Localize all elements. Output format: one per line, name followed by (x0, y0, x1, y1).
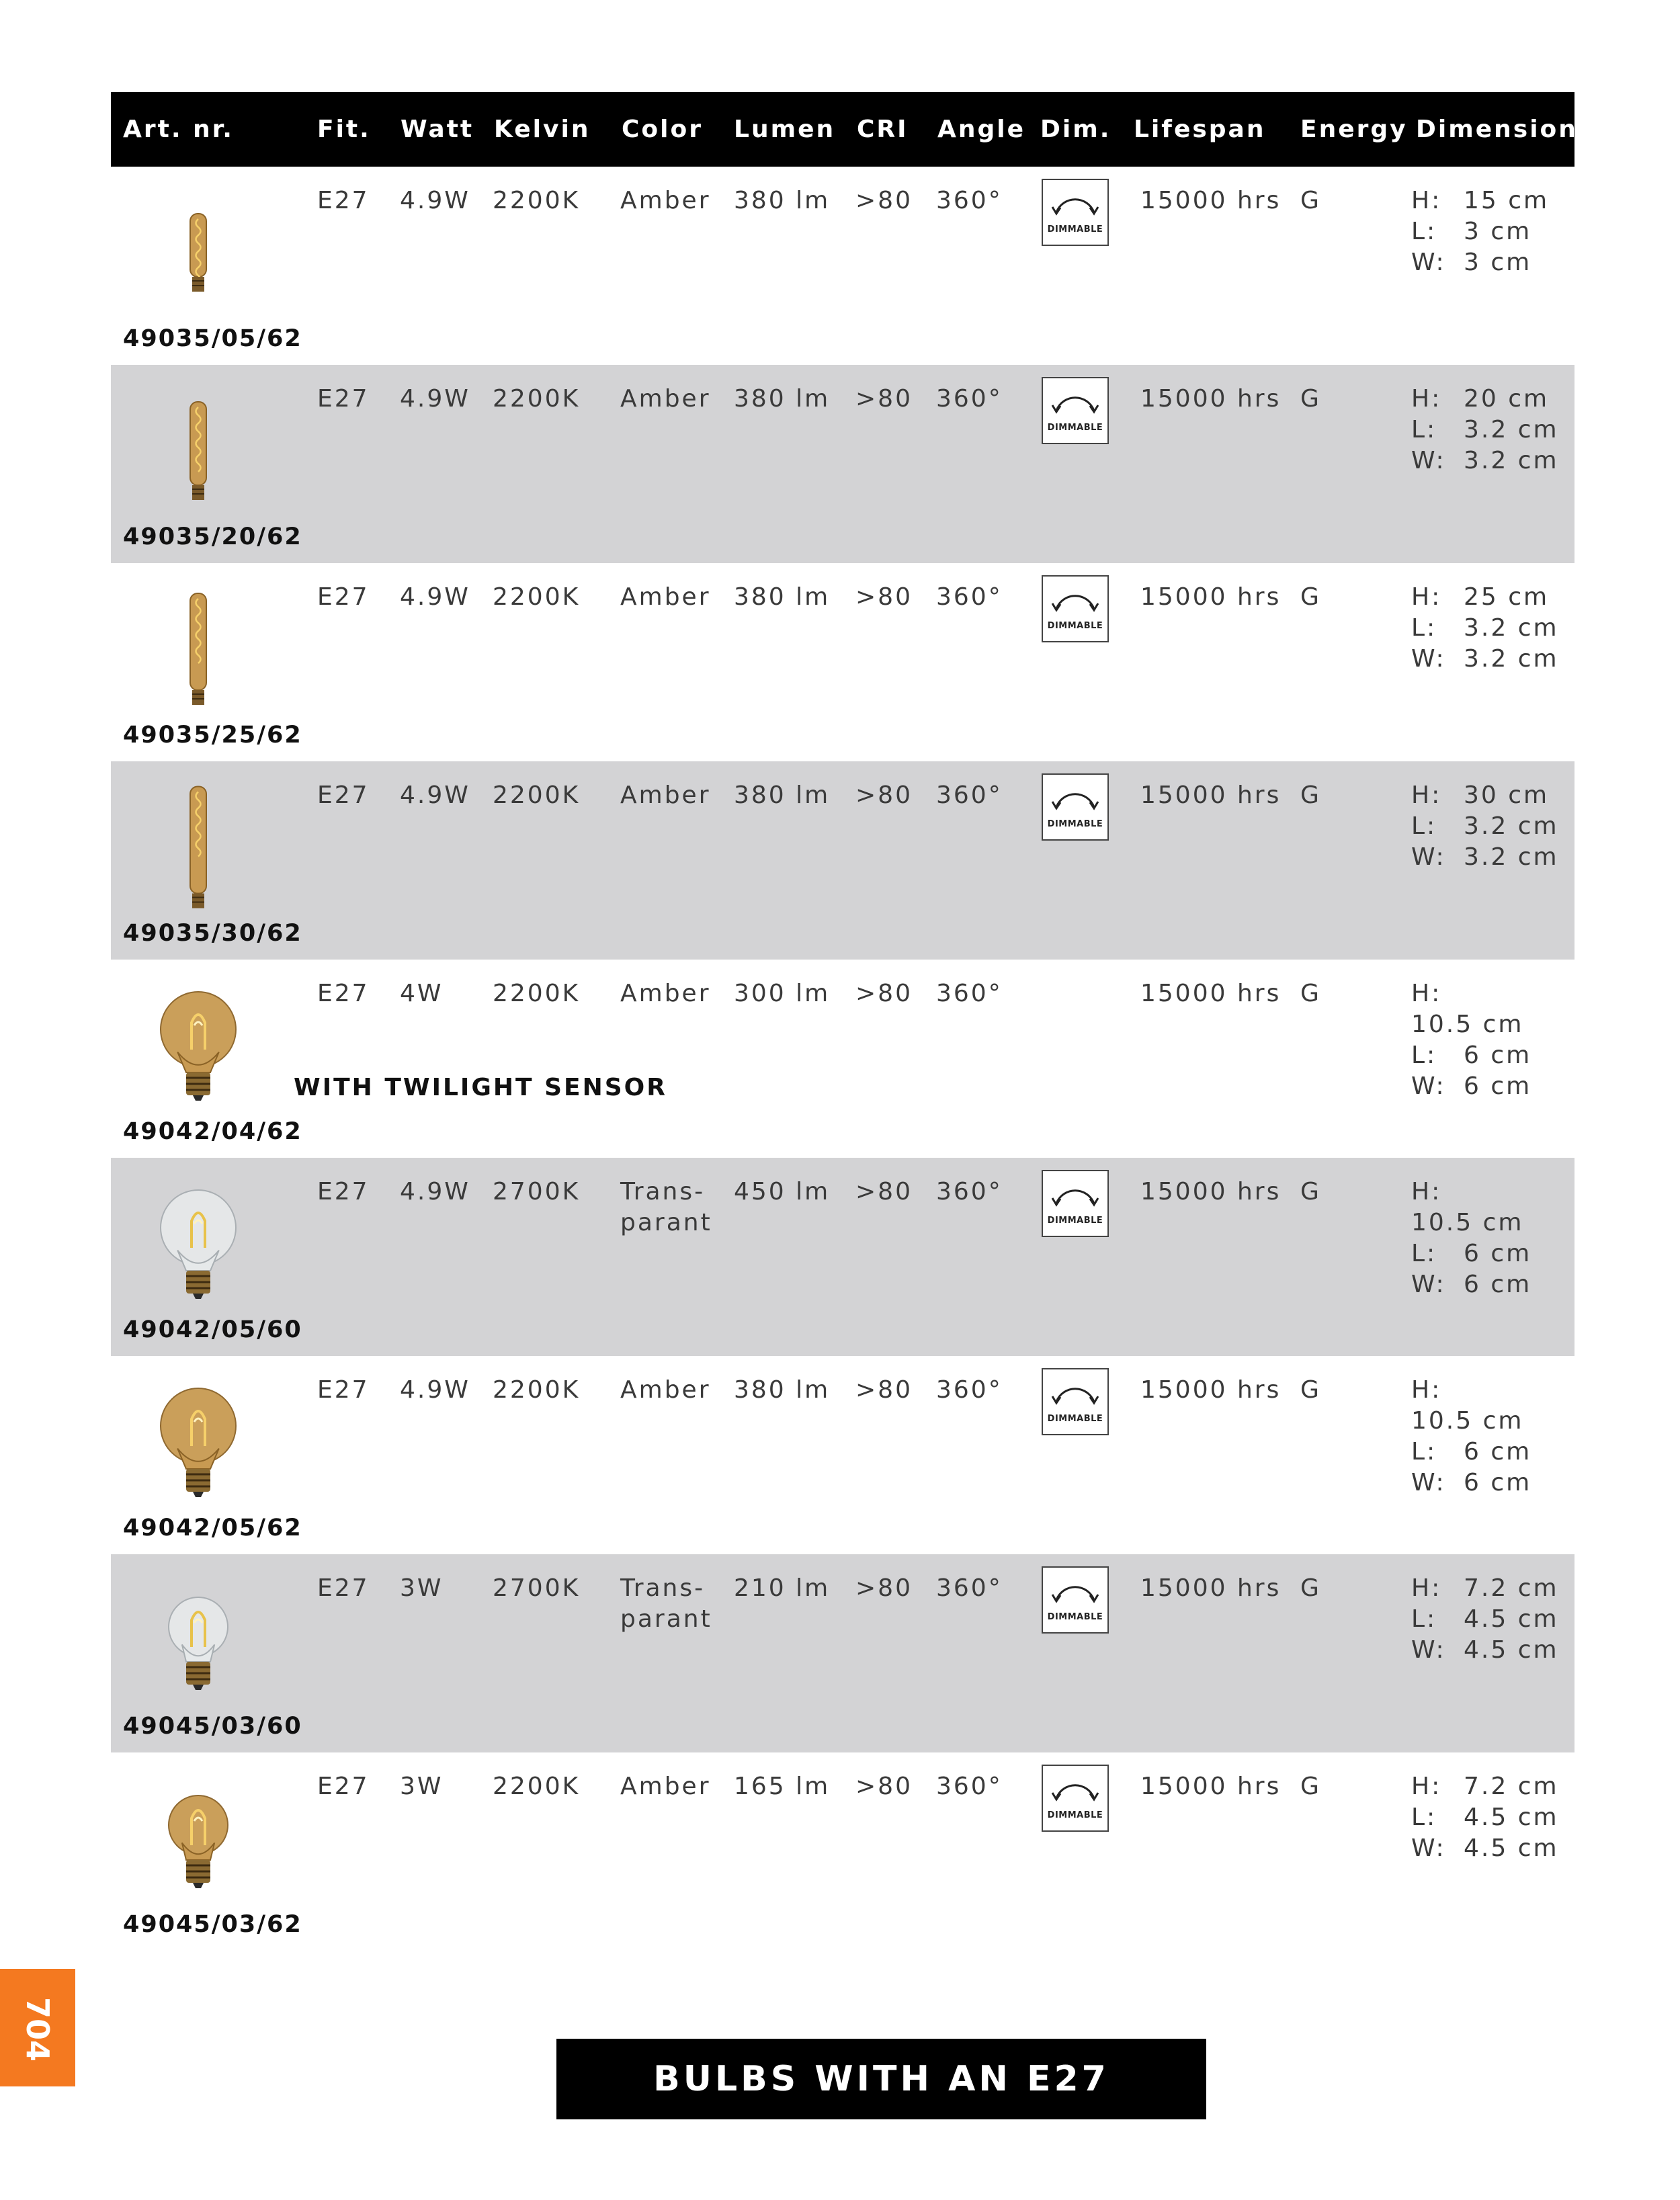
dimension-value-h: 15 cm (1464, 187, 1550, 214)
cell-kelvin: 2700K (493, 1178, 581, 1205)
dimension-label-l: L: (1411, 812, 1437, 840)
cell-energy: G (1300, 980, 1321, 1007)
col-fit: Fit. (317, 116, 371, 143)
dimension-label-w: W: (1411, 1469, 1446, 1496)
dimensions-cell (1411, 1771, 1559, 1864)
product-table (111, 92, 1595, 1951)
dimension-value-h: 10.5 cm (1411, 1209, 1524, 1236)
tube-bulb-25-icon (131, 583, 265, 718)
col-watt: Watt (401, 116, 474, 143)
cell-cri: >80 (855, 1773, 913, 1800)
cell-lumen: 380 lm (734, 781, 831, 809)
cell-watt: 4.9W (400, 1178, 470, 1205)
dimension-value-h: 10.5 cm (1411, 1407, 1524, 1435)
cell-kelvin: 2200K (493, 980, 581, 1007)
amber-a45-bulb-icon (131, 1773, 265, 1907)
cell-fit: E27 (317, 583, 370, 611)
cell-fit: E27 (317, 980, 370, 1007)
cell-watt: 4.9W (400, 187, 470, 214)
dimmable-label: DIMMABLE (1047, 224, 1103, 235)
section-title: BULBS WITH AN E27 FITTING (556, 2039, 1206, 2119)
table-row (111, 365, 1574, 563)
cell-kelvin: 2200K (493, 187, 581, 214)
dimension-value-l: 6 cm (1464, 1240, 1532, 1267)
cell-angle: 360° (936, 980, 1003, 1007)
cell-fit: E27 (317, 385, 370, 413)
dimension-label-h: H: (1411, 980, 1442, 1007)
cell-color: Amber (620, 781, 711, 809)
dimension-value-l: 6 cm (1464, 1438, 1532, 1466)
cell-fit: E27 (317, 1574, 370, 1602)
col-dim: Dim. (1040, 116, 1111, 143)
article-number: 49035/25/62 (123, 722, 302, 749)
dimension-value-l: 3.2 cm (1464, 416, 1559, 443)
dimension-value-w: 6 cm (1464, 1271, 1532, 1298)
article-number: 49035/30/62 (123, 920, 302, 947)
twilight-sensor-note: WITH TWILIGHT SENSOR (294, 1074, 667, 1101)
table-row (111, 960, 1574, 1158)
dimension-label-h: H: (1411, 187, 1442, 214)
cell-energy: G (1300, 187, 1321, 214)
col-energy: Energy (1300, 116, 1408, 143)
article-number: 49045/03/60 (123, 1713, 302, 1740)
dimension-label-h: H: (1411, 583, 1442, 611)
cell-kelvin: 2200K (493, 1376, 581, 1404)
dimmable-label: DIMMABLE (1047, 621, 1103, 631)
cell-color: Trans- parant (620, 1178, 712, 1236)
cell-fit: E27 (317, 187, 370, 214)
cell-lumen: 300 lm (734, 980, 831, 1007)
article-number: 49035/05/62 (123, 325, 302, 352)
dimmable-label: DIMMABLE (1047, 423, 1103, 433)
table-row (111, 761, 1574, 960)
dimension-value-l: 3.2 cm (1464, 614, 1559, 642)
cell-kelvin: 2700K (493, 1574, 581, 1602)
dimension-value-h: 25 cm (1464, 583, 1550, 611)
dimension-label-w: W: (1411, 645, 1446, 673)
cell-color: Amber (620, 1376, 711, 1404)
dimension-label-l: L: (1411, 614, 1437, 642)
dimension-value-w: 6 cm (1464, 1072, 1532, 1100)
dimension-value-l: 4.5 cm (1464, 1605, 1559, 1633)
cell-energy: G (1300, 1574, 1321, 1602)
dimension-label-h: H: (1411, 1773, 1442, 1800)
col-color: Color (622, 116, 703, 143)
cell-watt: 4.9W (400, 583, 470, 611)
cell-angle: 360° (936, 1178, 1003, 1205)
cell-color: Amber (620, 1773, 711, 1800)
cell-watt: 4.9W (400, 385, 470, 413)
cell-lumen: 380 lm (734, 187, 831, 214)
dimensions-cell (1411, 978, 1574, 1102)
dimension-label-l: L: (1411, 218, 1437, 245)
dimmable-icon (1042, 1765, 1109, 1832)
cell-fit: E27 (317, 1376, 370, 1404)
cell-watt: 3W (400, 1773, 444, 1800)
col-lumen: Lumen (734, 116, 836, 143)
dimension-label-l: L: (1411, 1042, 1437, 1069)
dimensions-cell (1411, 1375, 1574, 1498)
dimension-value-h: 10.5 cm (1411, 1011, 1524, 1038)
cell-energy: G (1300, 1773, 1321, 1800)
dimension-label-h: H: (1411, 385, 1442, 413)
table-row (111, 1554, 1574, 1752)
cell-lifespan: 15000 hrs (1140, 1574, 1282, 1602)
dimmable-icon (1042, 1368, 1109, 1435)
cell-energy: G (1300, 1178, 1321, 1205)
dimension-value-l: 6 cm (1464, 1042, 1532, 1069)
cell-lumen: 210 lm (734, 1574, 831, 1602)
dimension-label-w: W: (1411, 1636, 1446, 1664)
dimension-value-l: 3 cm (1464, 218, 1532, 245)
dimension-label-l: L: (1411, 416, 1437, 443)
dimension-value-h: 20 cm (1464, 385, 1550, 413)
clear-a60-bulb-icon (131, 1178, 265, 1312)
cell-cri: >80 (855, 385, 913, 413)
cell-energy: G (1300, 781, 1321, 809)
col-lifespan: Lifespan (1134, 116, 1266, 143)
dimension-value-w: 3 cm (1464, 249, 1532, 276)
cell-energy: G (1300, 583, 1321, 611)
dimension-label-h: H: (1411, 1376, 1442, 1404)
clear-a45-bulb-icon (131, 1574, 265, 1709)
cell-angle: 360° (936, 1574, 1003, 1602)
cell-cri: >80 (855, 1178, 913, 1205)
cell-kelvin: 2200K (493, 583, 581, 611)
cell-fit: E27 (317, 781, 370, 809)
table-header (111, 92, 1595, 167)
cell-lifespan: 15000 hrs (1140, 1376, 1282, 1404)
col-kelvin: Kelvin (494, 116, 591, 143)
dimension-label-l: L: (1411, 1605, 1437, 1633)
dimension-value-h: 30 cm (1464, 781, 1550, 809)
col-dimensions: Dimensions (1416, 116, 1595, 143)
cell-angle: 360° (936, 781, 1003, 809)
dimensions-cell (1411, 185, 1549, 278)
cell-color: Amber (620, 980, 711, 1007)
cell-color: Amber (620, 583, 711, 611)
cell-lumen: 380 lm (734, 1376, 831, 1404)
cell-kelvin: 2200K (493, 385, 581, 413)
cell-watt: 4W (400, 980, 444, 1007)
dimensions-cell (1411, 780, 1559, 873)
dimmable-label: DIMMABLE (1047, 1414, 1103, 1424)
tube-bulb-30-icon (131, 781, 265, 916)
page-number: 704 (19, 1997, 56, 2062)
article-number: 49042/05/62 (123, 1515, 302, 1541)
cell-lifespan: 15000 hrs (1140, 385, 1282, 413)
cell-lumen: 165 lm (734, 1773, 831, 1800)
dimension-label-h: H: (1411, 781, 1442, 809)
cell-cri: >80 (855, 781, 913, 809)
cell-color: Amber (620, 385, 711, 413)
cell-kelvin: 2200K (493, 1773, 581, 1800)
article-number: 49042/05/60 (123, 1316, 302, 1343)
dimmable-icon (1042, 575, 1109, 642)
dimensions-cell (1411, 384, 1559, 476)
cell-angle: 360° (936, 385, 1003, 413)
cell-lifespan: 15000 hrs (1140, 781, 1282, 809)
dimmable-icon (1042, 773, 1109, 841)
cell-cri: >80 (855, 1574, 913, 1602)
cell-watt: 3W (400, 1574, 444, 1602)
dimension-value-w: 3.2 cm (1464, 645, 1559, 673)
cell-lumen: 450 lm (734, 1178, 831, 1205)
amber-a60-bulb-icon (131, 1376, 265, 1511)
cell-lifespan: 15000 hrs (1140, 187, 1282, 214)
cell-fit: E27 (317, 1178, 370, 1205)
table-row (111, 1158, 1574, 1356)
cell-color: Amber (620, 187, 711, 214)
cell-lifespan: 15000 hrs (1140, 980, 1282, 1007)
dimension-label-w: W: (1411, 447, 1446, 474)
cell-lifespan: 15000 hrs (1140, 1178, 1282, 1205)
table-row (111, 563, 1574, 761)
cell-angle: 360° (936, 1773, 1003, 1800)
dimension-value-w: 6 cm (1464, 1469, 1532, 1496)
cell-cri: >80 (855, 1376, 913, 1404)
tube-bulb-20-icon (131, 385, 265, 519)
dimension-label-h: H: (1411, 1178, 1442, 1205)
dimmable-icon (1042, 1170, 1109, 1237)
dimmable-icon (1042, 377, 1109, 444)
dimension-value-h: 7.2 cm (1464, 1773, 1559, 1800)
dimension-value-w: 3.2 cm (1464, 843, 1559, 871)
cell-kelvin: 2200K (493, 781, 581, 809)
dimmable-label: DIMMABLE (1047, 1612, 1103, 1622)
dimmable-icon (1042, 1566, 1109, 1634)
dimension-value-l: 3.2 cm (1464, 812, 1559, 840)
dimension-value-w: 4.5 cm (1464, 1834, 1559, 1862)
dimension-value-h: 7.2 cm (1464, 1574, 1559, 1602)
article-number: 49045/03/62 (123, 1911, 302, 1938)
cell-angle: 360° (936, 187, 1003, 214)
col-cri: CRI (857, 116, 909, 143)
dimension-label-w: W: (1411, 843, 1446, 871)
dimension-label-h: H: (1411, 1574, 1442, 1602)
cell-watt: 4.9W (400, 1376, 470, 1404)
cell-lumen: 380 lm (734, 583, 831, 611)
cell-lifespan: 15000 hrs (1140, 1773, 1282, 1800)
cell-cri: >80 (855, 187, 913, 214)
dimension-label-w: W: (1411, 1072, 1446, 1100)
cell-lumen: 380 lm (734, 385, 831, 413)
dimension-label-l: L: (1411, 1804, 1437, 1831)
dimension-value-w: 4.5 cm (1464, 1636, 1559, 1664)
cell-watt: 4.9W (400, 781, 470, 809)
table-body (111, 167, 1574, 1951)
dimension-label-w: W: (1411, 1834, 1446, 1862)
dimension-value-w: 3.2 cm (1464, 447, 1559, 474)
dimmable-icon (1042, 179, 1109, 246)
amber-a60-bulb-icon (131, 980, 265, 1114)
article-number: 49035/20/62 (123, 523, 302, 550)
table-row (111, 1356, 1574, 1554)
dimmable-label: DIMMABLE (1047, 1216, 1103, 1226)
cell-energy: G (1300, 1376, 1321, 1404)
dimensions-cell (1411, 1573, 1559, 1666)
dimensions-cell (1411, 1177, 1574, 1300)
cell-angle: 360° (936, 583, 1003, 611)
cell-cri: >80 (855, 980, 913, 1007)
article-number: 49042/04/62 (123, 1118, 302, 1145)
cell-energy: G (1300, 385, 1321, 413)
cell-cri: >80 (855, 583, 913, 611)
dimensions-cell (1411, 582, 1559, 675)
col-angle: Angle (937, 116, 1026, 143)
cell-angle: 360° (936, 1376, 1003, 1404)
dimension-label-w: W: (1411, 249, 1446, 276)
dimension-label-w: W: (1411, 1271, 1446, 1298)
cell-lifespan: 15000 hrs (1140, 583, 1282, 611)
dimension-value-l: 4.5 cm (1464, 1804, 1559, 1831)
table-row (111, 167, 1574, 365)
table-row (111, 1752, 1574, 1951)
dimension-label-l: L: (1411, 1438, 1437, 1466)
col-art-nr: Art. nr. (123, 116, 234, 143)
tube-bulb-15-icon (131, 187, 265, 321)
cell-color: Trans- parant (620, 1574, 712, 1633)
dimension-label-l: L: (1411, 1240, 1437, 1267)
dimmable-label: DIMMABLE (1047, 819, 1103, 829)
cell-fit: E27 (317, 1773, 370, 1800)
dimmable-label: DIMMABLE (1047, 1810, 1103, 1820)
